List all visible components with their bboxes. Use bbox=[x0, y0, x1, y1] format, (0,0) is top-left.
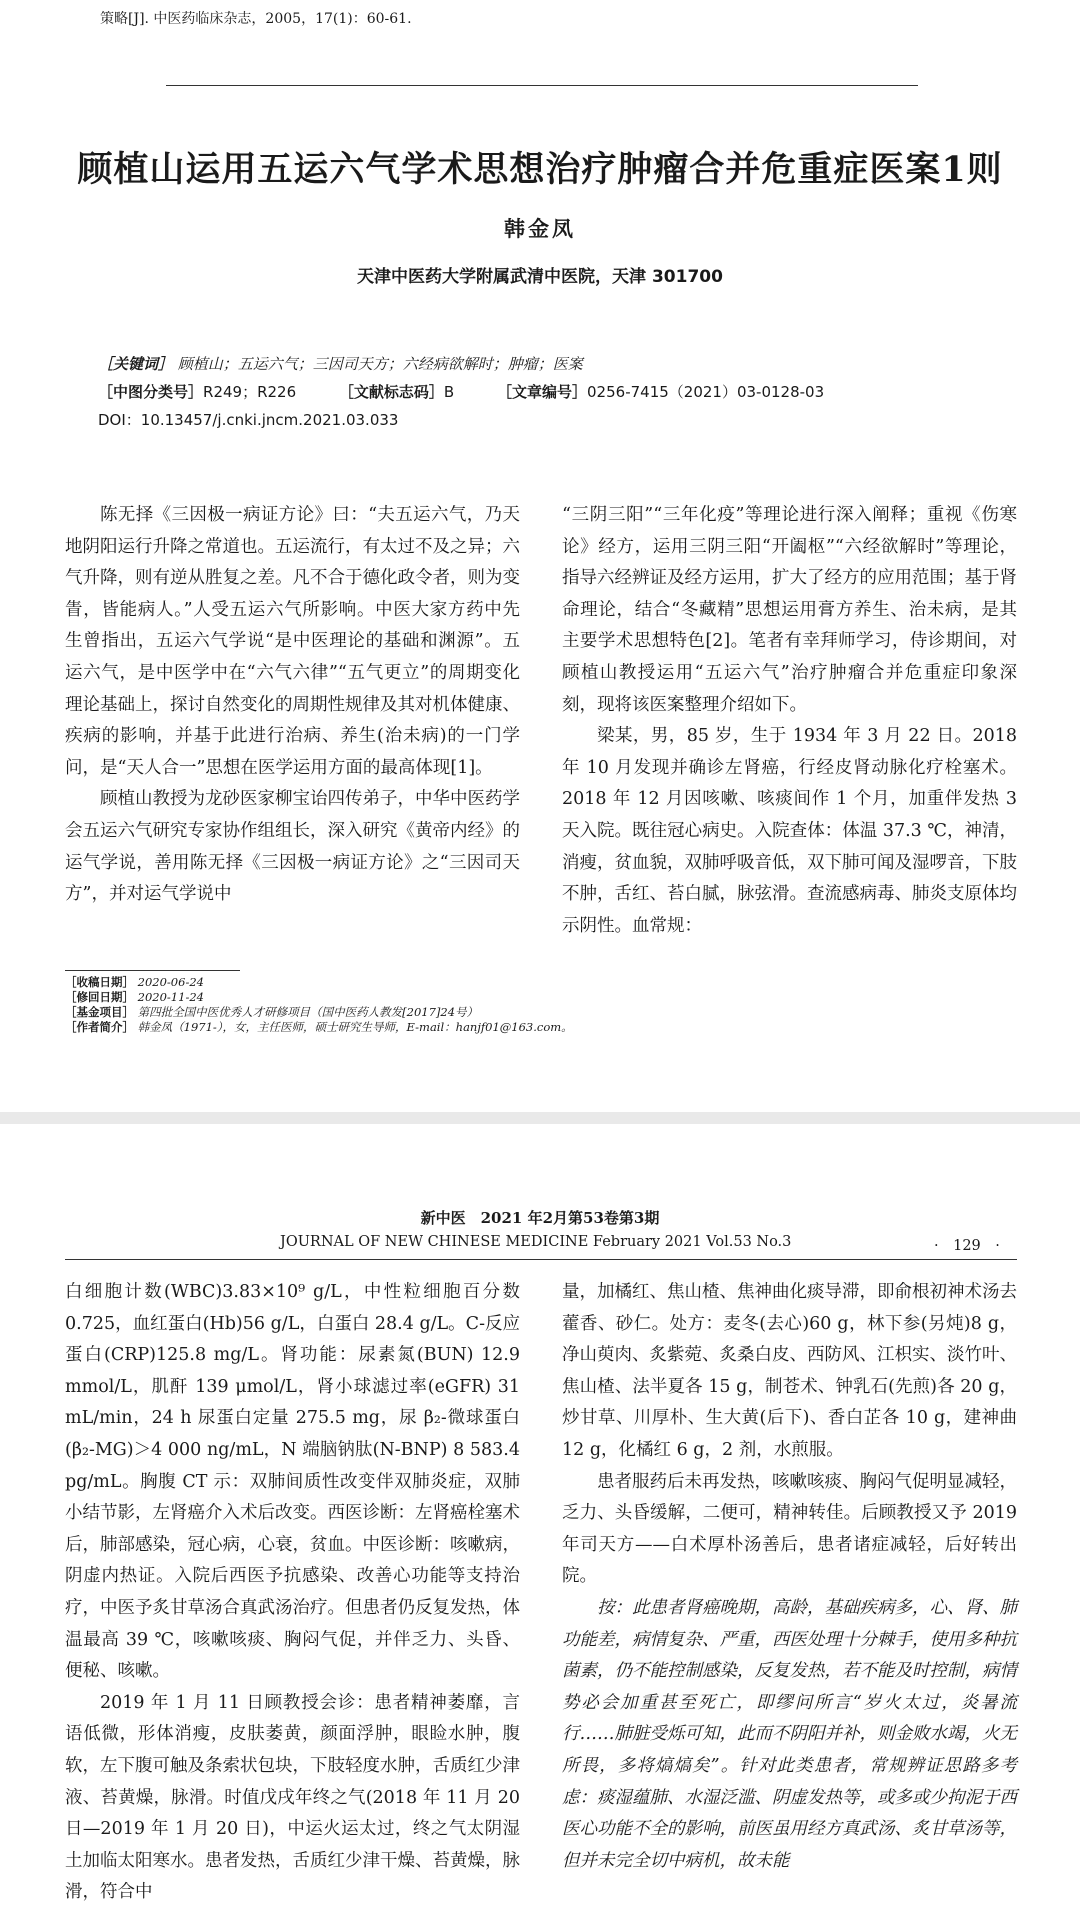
paragraph: 顾植山教授为龙砂医家柳宝诒四传弟子，中华中医药学会五运六气研究专家协作组组长，深入研究《黄帝内经》的运气学说，善用陈无择《三因极一病证方论》之“三因司天方”，并对运气学说中 bbox=[65, 789, 520, 905]
page-number: · 129 · bbox=[934, 1238, 1000, 1254]
author: 韩金凤 bbox=[504, 216, 576, 241]
paragraph: 量，加橘红、焦山楂、焦神曲化痰导滞，即俞根初神术汤去藿香、砂仁。处方：麦冬(去心)60 g，林下参(另炖)8 g，净山萸肉、炙紫菀、炙桑白皮、西防风、江枳实、淡竹叶、焦山楂、法半夏各 15 g，制苍术、钟乳石(先煎)各 20 g，炒甘草、川厚朴、生大黄(后下)、香白芷各 10 g，建神曲 12 g，化橘红 6 g，2 剂，水煎服。 bbox=[562, 1282, 1017, 1460]
keywords: 顾植山；五运六气；三因司天方；六经病欲解时；肿瘤；医案 bbox=[177, 355, 583, 373]
header-rule bbox=[65, 1259, 1017, 1260]
article-no-label: ［文章编号］ bbox=[497, 383, 588, 401]
top-reference: 策略[J]. 中医药临床杂志，2005，17(1)：60-61. bbox=[100, 11, 412, 27]
paragraph: “三阴三阳”“三年化疫”等理论进行深入阐释；重视《伤寒论》经方，运用三阴三阳“开阖枢”“六经欲解时”等理论，指导六经辨证及经方运用，扩大了经方的应用范围；基于肾命理论，结合“冬藏精”思想运用膏方养生、治未病，是其主要学术思想特色[2]。笔者有幸拜师学习，侍诊期间，对顾植山教授运用“五运六气”治疗肿瘤合并危重症印象深刻，现将该医案整理介绍如下。 bbox=[562, 505, 1017, 715]
article-title: 顾植山运用五运六气学术思想治疗肿瘤合并危重症医案1则 bbox=[77, 149, 1003, 190]
page1-left-column bbox=[65, 500, 520, 911]
doc-code: B bbox=[443, 383, 455, 401]
top-rule bbox=[166, 85, 918, 86]
footnotes bbox=[65, 975, 573, 1035]
paragraph: 陈无择《三因极一病证方论》曰：“夫五运六气，乃天地阴阳运行升降之常道也。五运流行，有太过不及之异；六气升降，则有逆从胜复之差。凡不合于德化政令者，则为变眚，皆能病人。”人受五运六气所影响。中医大家方药中先生曾指出，五运六气学说“是中医理论的基础和渊源”。五运六气，是中医学中在“六气六律”“五气更立”的周期变化理论基础上，探讨自然变化的周期性规律及其对机体健康、疾病的影响，并基于此进行治病、养生(治未病)的一门学问，是“天人合一”思想在医学运用方面的最高体现[1]。 bbox=[65, 505, 520, 778]
affiliation: 天津中医药大学附属武清中医院，天津 301700 bbox=[357, 267, 723, 287]
doi: DOI：10.13457/j.cnki.jncm.2021.03.033 bbox=[98, 411, 399, 429]
paragraph: 白细胞计数(WBC)3.83×10⁹ g/L，中性粒细胞百分数 0.725，血红蛋白(Hb)56 g/L，白蛋白 28.4 g/L。C-反应蛋白(CRP)125.8 mg/L。肾功能：尿素氮(BUN) 12.9 mmol/L，肌酐 139 μmol/L，肾小球滤过率(eGFR) 31 mL/min，24 h 尿蛋白定量 275.5 mg，尿 β₂-微球蛋白(β₂-MG)＞4 000 ng/mL，N 端脑钠肽(N-BNP) 8 583.4 pg/mL。胸腹 CT 示：双肺间质性改变伴双肺炎症，双肺小结节影，左肾癌介入术后改变。西医诊断：左肾癌栓塞术后，肺部感染，冠心病，心衰，贫血。中医诊断：咳嗽病，阴虚内热证。入院后西医予抗感染、改善心功能等支持治疗，中医予炙甘草汤合真武汤治疗。但患者仍反复发热，体温最高 39 ℃，咳嗽咳痰、胸闷气促，并伴乏力、头昏、便秘、咳嗽。 bbox=[65, 1282, 520, 1682]
footnote-author: ［作者简介］ 韩金凤（1971-），女，主任医师，硕士研究生导师，E-mail：hanjf01@163.com。 bbox=[65, 1020, 573, 1034]
clc-label: ［中图分类号］ bbox=[98, 383, 204, 401]
footnote-rule bbox=[65, 970, 240, 971]
classification-line bbox=[98, 381, 862, 402]
paragraph: 按：此患者肾癌晚期，高龄，基础疾病多，心、肾、肺功能差，病情复杂、严重，西医处理十分棘手，使用多种抗菌素，仍不能控制感染，反复发热，若不能及时控制，病情势必会加重甚至死亡，即缪问所言“岁火太过，炎暑流行……肺脏受烁可知，此而不阴阳并补，则金败水竭，火无所畏，多将熇熇矣”。针对此类患者，常规辨证思路多考虑：痰湿蕴肺、水湿泛滥、阴虚发热等，或多或少拘泥于西医心功能不全的影响，前医虽用经方真武汤、炙甘草汤等，但并未完全切中病机，故未能 bbox=[562, 1597, 1017, 1871]
article-no: 0256-7415（2021）03-0128-03 bbox=[587, 383, 825, 401]
keywords-line bbox=[98, 353, 583, 374]
paragraph: 患者服药后未再发热，咳嗽咳痰、胸闷气促明显减轻，乏力、头昏缓解，二便可，精神转佳。后顾教授又予 2019 年司天方——白术厚朴汤善后，患者诸症减轻，后好转出院。 bbox=[562, 1471, 1017, 1587]
footnote-fund: ［基金项目］ 第四批全国中医优秀人才研修项目（国中医药人教发[2017]24号） bbox=[65, 1005, 479, 1019]
doc-code-label: ［文献标志码］ bbox=[338, 383, 444, 401]
paragraph: 梁某，男，85 岁，生于 1934 年 3 月 22 日。2018 年 10 月发现并确诊左肾癌，行经皮肾动脉化疗栓塞术。2018 年 12 月因咳嗽、咳痰间作 1 个月，加重伴发热 3 天入院。既往冠心病史。入院查体：体温 37.3 ℃，神清，消瘦，贫血貌，双肺呼吸音低，双下肺可闻及湿啰音，下肢不肿，舌红、苔白腻，脉弦滑。查流感病毒、肺炎支原体均示阴性。血常规： bbox=[562, 726, 1017, 936]
running-header-en: JOURNAL OF NEW CHINESE MEDICINE February 2021 Vol.53 No.3 bbox=[280, 1234, 792, 1250]
footnote-received: ［收稿日期］ 2020-06-24 bbox=[65, 975, 204, 989]
page2-right-column bbox=[562, 1277, 1017, 1877]
clc: R249；R226 bbox=[203, 383, 297, 401]
page2-left-column bbox=[65, 1277, 520, 1909]
page1-right-column bbox=[562, 500, 1017, 942]
paragraph: 2019 年 1 月 11 日顾教授会诊：患者精神萎靡，言语低微，形体消瘦，皮肤萎黄，颜面浮肿，眼睑水肿，腹软，左下腹可触及条索状包块，下肢轻度水肿，舌质红少津液、苔黄燥，脉滑。时值戊戌年终之气(2018 年 11 月 20 日—2019 年 1 月 20 日)，中运火运太过，终之气太阴湿土加临太阳寒水。患者发热，舌质红少津干燥、苔黄燥，脉滑，符合中 bbox=[65, 1692, 520, 1903]
keywords-label: ［关键词］ bbox=[98, 355, 174, 373]
footnote-revised: ［修回日期］ 2020-11-24 bbox=[65, 990, 204, 1004]
running-header-cn: 新中医 2021 年2月第53卷第3期 bbox=[420, 1209, 660, 1227]
